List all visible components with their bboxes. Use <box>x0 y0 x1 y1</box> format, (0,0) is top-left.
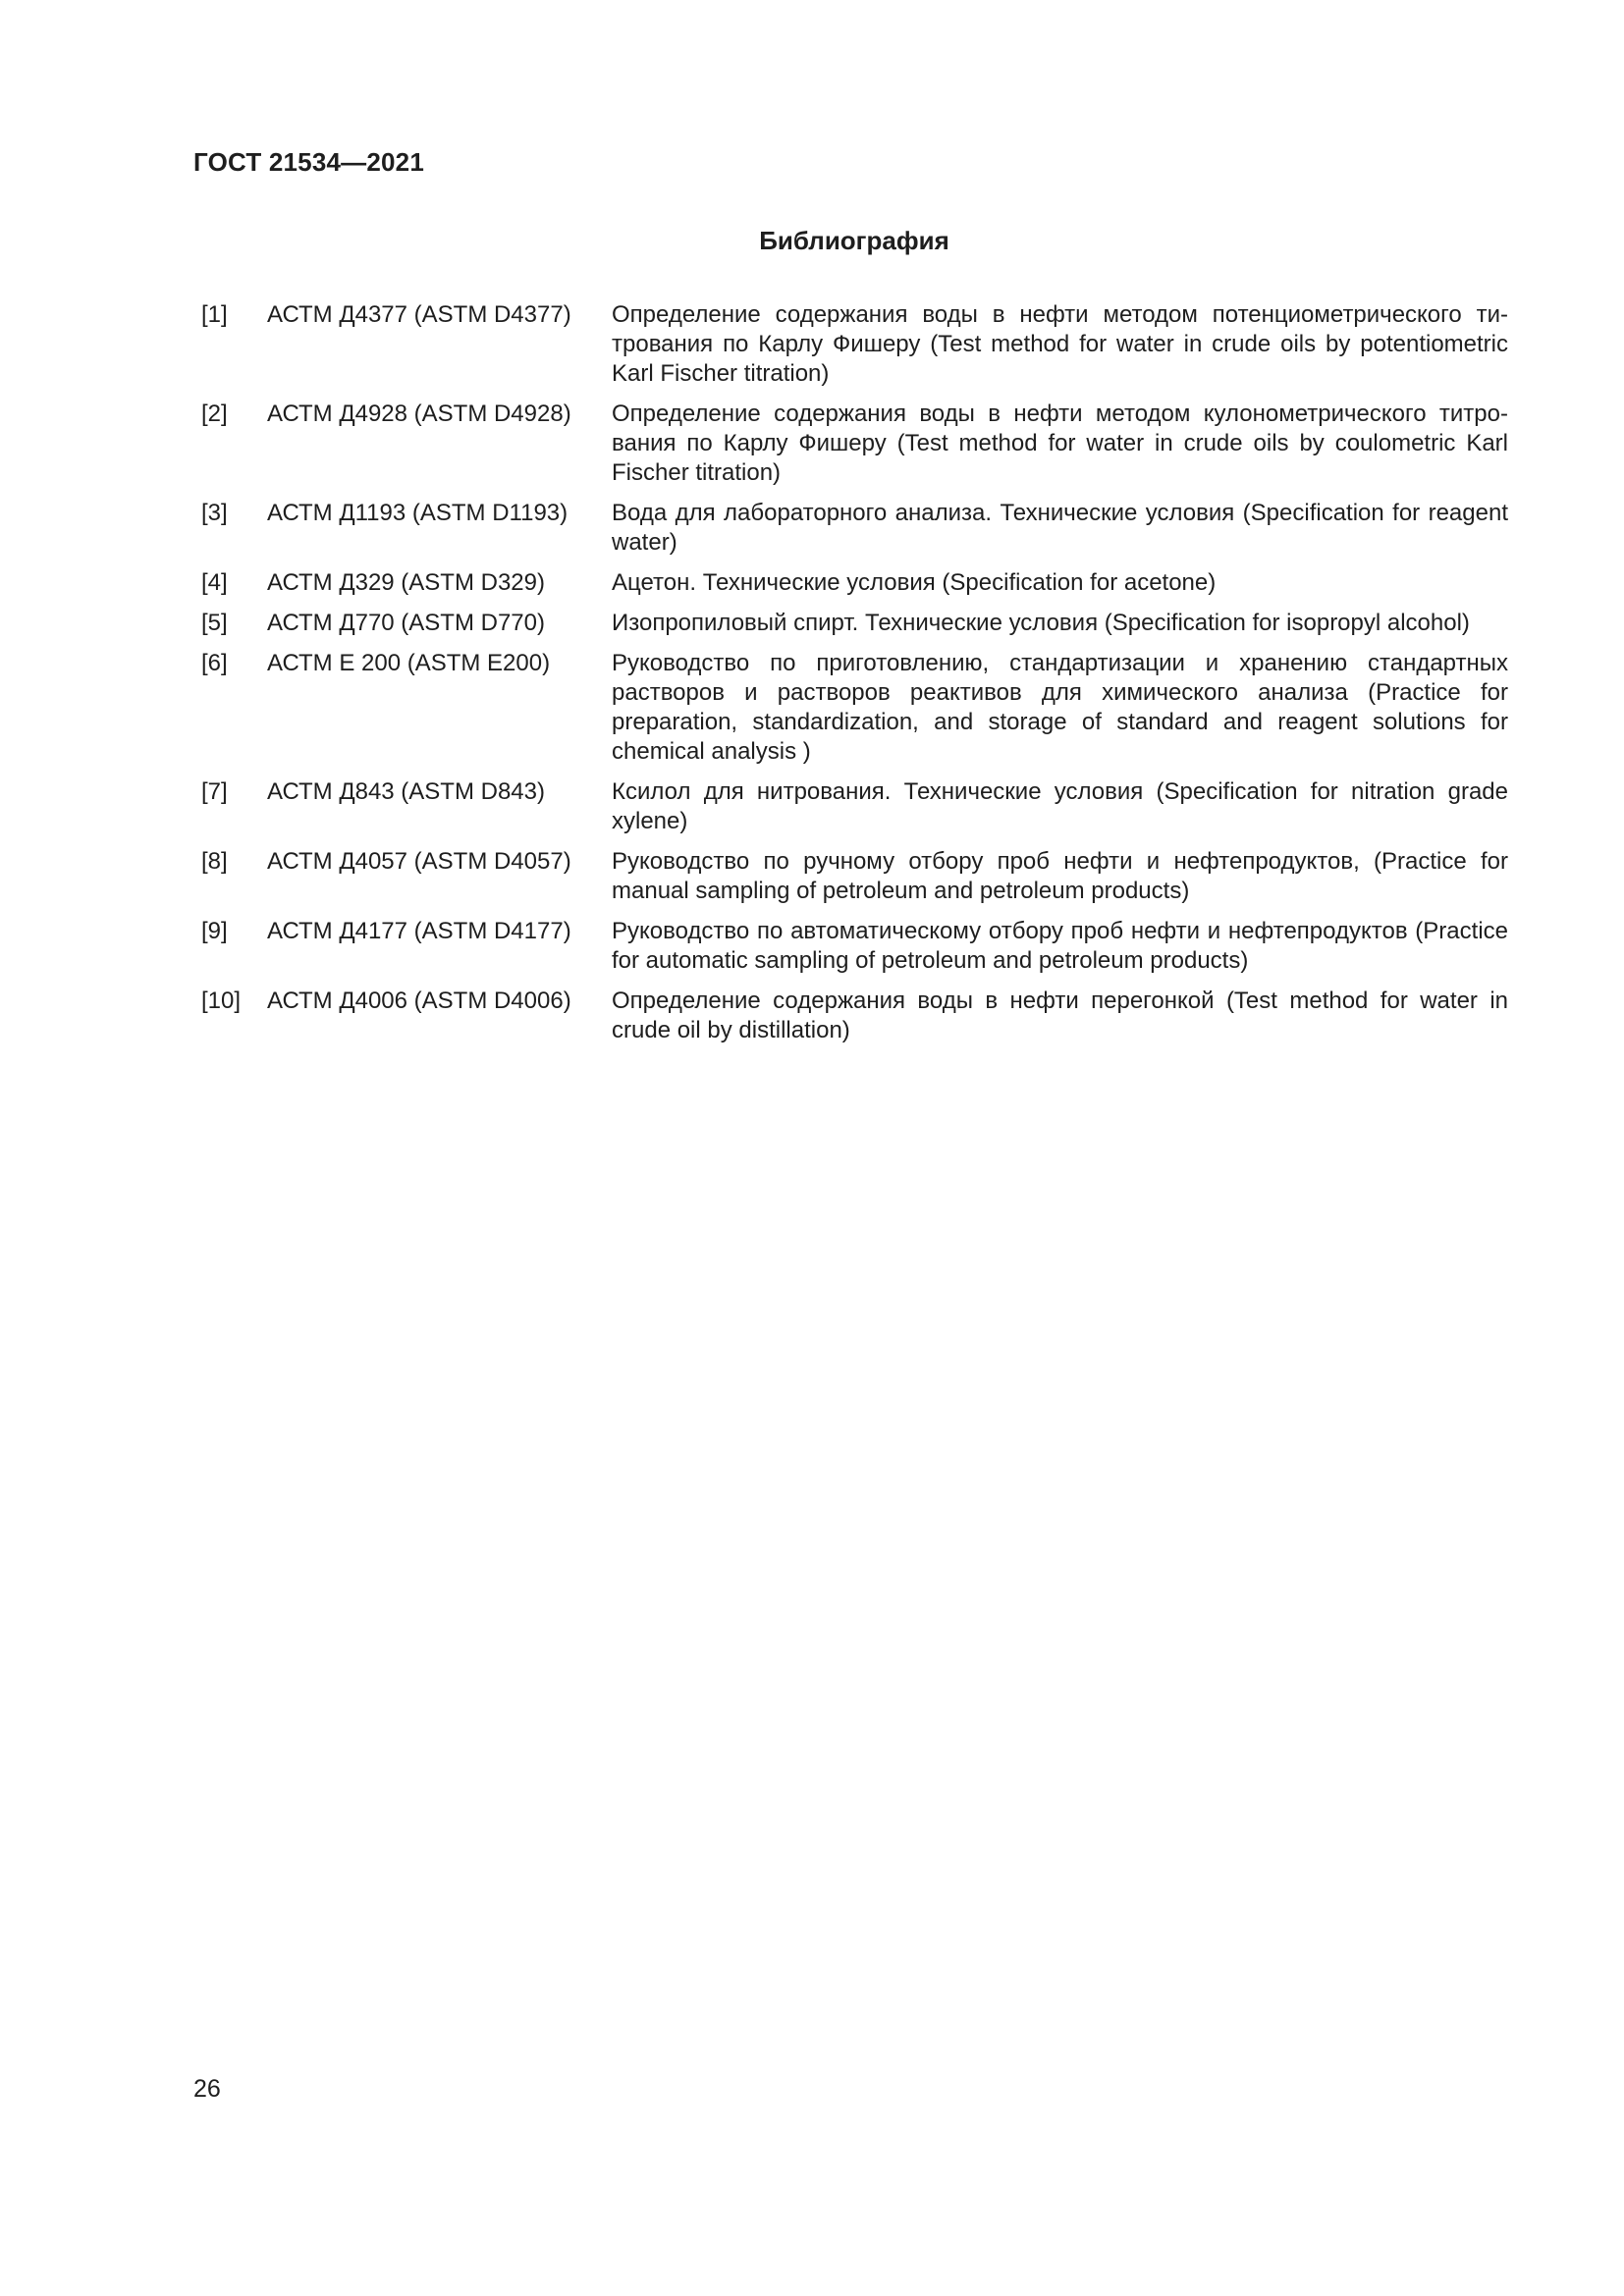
bibliography-entry <box>201 917 1508 987</box>
entry-description: Ксилол для нитрования. Технические условия (Specification for nitration grade xylene) <box>612 778 1508 834</box>
bibliography-entry <box>201 777 1508 847</box>
entry-code: АСТМ Е 200 (ASTM E200) <box>267 650 551 676</box>
entry-code: АСТМ Д4057 (ASTM D4057) <box>267 848 571 875</box>
entry-description: Определение содержания воды в нефти методом потенциометрического титрования по Карлу Фишеру (Test method for water in crude oils by potentiometric Karl Fischer titration) <box>612 301 1508 387</box>
bibliography-table <box>201 300 1508 1056</box>
entry-code: АСТМ Д4177 (ASTM D4177) <box>267 918 571 944</box>
entry-number: [5] <box>201 610 228 636</box>
entry-description: Изопропиловый спирт. Технические условия (Specification for isopropyl alcohol) <box>612 610 1470 636</box>
bibliography-entry <box>201 987 1508 1056</box>
entry-code: АСТМ Д329 (ASTM D329) <box>267 569 545 596</box>
entry-number: [7] <box>201 778 228 805</box>
entry-description: Вода для лабораторного анализа. Технические условия (Specification for reagent water) <box>612 500 1508 556</box>
page-number: 26 <box>193 2075 221 2103</box>
entry-number: [2] <box>201 400 228 427</box>
bibliography-entry <box>201 568 1508 609</box>
bibliography-entry <box>201 649 1508 777</box>
entry-code: АСТМ Д770 (ASTM D770) <box>267 610 545 636</box>
entry-number: [4] <box>201 569 228 596</box>
entry-code: АСТМ Д4377 (ASTM D4377) <box>267 301 571 328</box>
bibliography-entry <box>201 609 1508 649</box>
entry-code: АСТМ Д4006 (ASTM D4006) <box>267 988 571 1014</box>
entry-description: Руководство по ручному отбору проб нефти и нефтепродуктов, (Practice for manual sampling of petroleum and petroleum products) <box>612 848 1508 904</box>
entry-code: АСТМ Д1193 (ASTM D1193) <box>267 500 568 526</box>
entry-number: [9] <box>201 918 228 944</box>
bibliography-entry <box>201 499 1508 568</box>
bibliography-entry <box>201 847 1508 917</box>
entry-number: [6] <box>201 650 228 676</box>
bibliography-entry <box>201 300 1508 400</box>
entry-code: АСТМ Д4928 (ASTM D4928) <box>267 400 571 427</box>
entry-description: Руководство по автоматическому отбору проб нефти и нефтепродуктов (Practice for automatic sampling of petroleum and petroleum products) <box>612 918 1508 974</box>
entry-number: [10] <box>201 988 242 1014</box>
entry-description: Определение содержания воды в нефти перегонкой (Test method for water in crude oil by distillation) <box>612 988 1508 1043</box>
document-header: ГОСТ 21534—2021 <box>193 147 424 177</box>
entry-description: Руководство по приготовлению, стандартизации и хранению стандартных растворов и растворов реактивов для химического анализа (Practice for preparation, standardization, and storage of standard and reagent solutions for chemical analysis ) <box>612 650 1508 765</box>
entry-number: [3] <box>201 500 228 526</box>
entry-number: [1] <box>201 301 228 328</box>
entry-code: АСТМ Д843 (ASTM D843) <box>267 778 545 805</box>
bibliography-entry <box>201 400 1508 499</box>
section-title: Библиография <box>759 226 949 255</box>
entry-description: Ацетон. Технические условия (Specification for acetone) <box>612 569 1217 596</box>
entry-number: [8] <box>201 848 228 875</box>
entry-description: Определение содержания воды в нефти методом кулонометрического титрования по Карлу Фишеру (Test method for water in crude oils by coulometric Karl Fischer titration) <box>612 400 1508 486</box>
